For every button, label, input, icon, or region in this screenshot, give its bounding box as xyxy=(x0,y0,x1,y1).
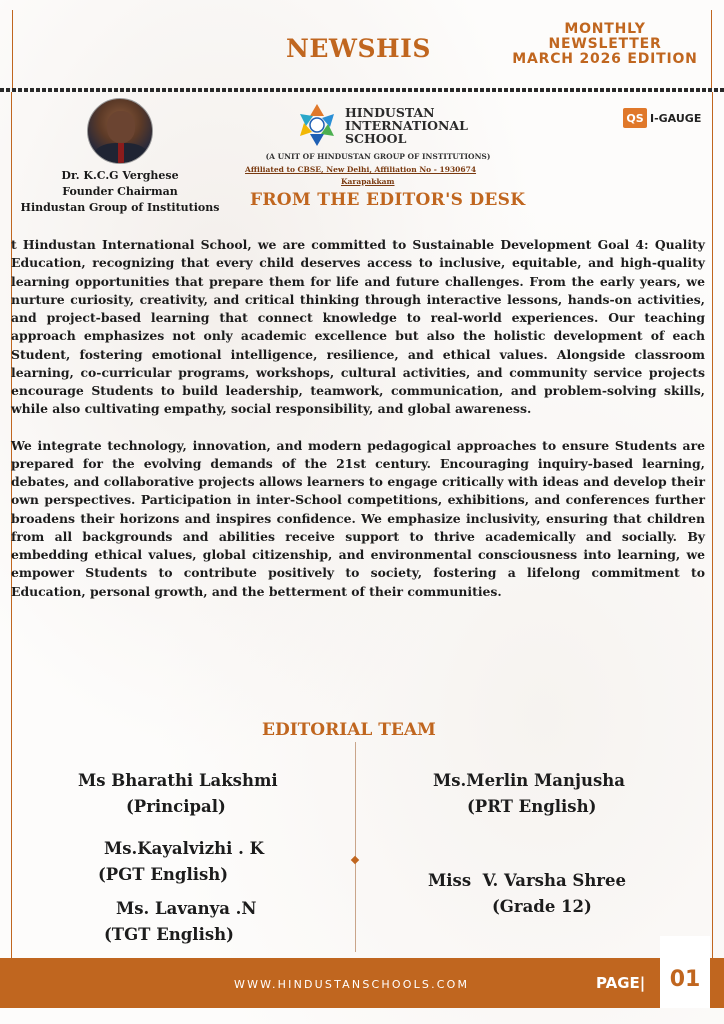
member-role: (Grade 12) xyxy=(492,897,592,916)
page-number: 01 xyxy=(660,936,710,1008)
editor-paragraph-1: t Hindustan International School, we are committed to Sustainable Development Goal 4: Quality Education, recognizing that every child deserves access to inclusive, equitable, and high-quality learning opportunities that prepare them for life and future challenges. From the early years, we nurture curiosity, creativity, and critical thinking through interactive lessons, hands-on activities, and project-based learning that connect knowledge to real-world experiences. Our teaching approach emphasizes not only academic excellence but also the holistic development of each Student, fostering emotional intelligence, resilience, and ethical values. Alongside classroom learning, co-curricular programs, workshops, cultural activities, and community service projects encourage Students to build leadership, teamwork, communication, and problem-solving skills, while also cultivating empathy, social responsibility, and global awareness. xyxy=(11,237,705,417)
edition-line-1: MONTHLY xyxy=(564,21,646,37)
editor-desk-heading: FROM THE EDITOR'S DESK xyxy=(250,190,526,210)
school-emblem-icon xyxy=(294,102,340,148)
editor-paragraph-2: We integrate technology, innovation, and modern pedagogical approaches to ensure Students are prepared for the evolving demands of the 21st century. Encouraging inquiry-based learning, debates, and collaborative projects allows learners to engage critically with ideas and develop their own perspectives. Participation in inter-School competitions, exhibitions, and conferences further broadens their horizons and inspires confidence. We emphasize inclusivity, ensuring that children from all backgrounds and abilities receive support to thrive academically and socially. By embedding ethical values, global citizenship, and environmental consciousness into learning, we empower Students to contribute positively to society, fostering a lifelong commitment to Education, personal growth, and the betterment of their communities. xyxy=(11,437,705,599)
school-unit: (A UNIT OF HINDUSTAN GROUP OF INSTITUTIONS) xyxy=(265,152,491,161)
qs-logo-icon: QS xyxy=(623,108,647,128)
team-member-2 xyxy=(98,836,264,888)
editor-desk-body xyxy=(11,236,705,601)
school-location: Karapakkam xyxy=(341,177,395,186)
editorial-team-heading: EDITORIAL TEAM xyxy=(262,720,436,740)
founder-photo xyxy=(87,98,153,164)
qs-igauge-badge xyxy=(623,108,701,128)
right-border-line xyxy=(712,92,713,958)
header-left-line xyxy=(12,10,13,90)
team-member-4 xyxy=(433,768,625,820)
team-member-5 xyxy=(428,868,626,920)
affiliation-text: Affiliated to CBSE, New Delhi, Affiliation No - 1930674 xyxy=(245,165,477,174)
member-name: Ms. Lavanya .N xyxy=(116,899,257,918)
edition-line-3: MARCH 2026 EDITION xyxy=(512,51,698,67)
team-column-divider xyxy=(355,742,356,952)
founder-role: Founder Chairman xyxy=(62,185,178,198)
divider-diamond xyxy=(351,856,359,864)
school-name-line-1: HINDUSTAN xyxy=(345,105,435,120)
founder-block xyxy=(18,98,222,216)
member-name: Miss V. Varsha Shree xyxy=(428,871,626,890)
member-role: (Principal) xyxy=(126,797,226,816)
edition-label xyxy=(500,22,710,67)
header xyxy=(0,0,724,92)
member-role: (PGT English) xyxy=(98,865,229,884)
member-name: Ms.Merlin Manjusha xyxy=(433,771,625,790)
header-right-line xyxy=(711,10,712,90)
school-name xyxy=(345,106,468,145)
footer-bar xyxy=(0,958,724,1008)
member-name: Ms.Kayalvizhi . K xyxy=(104,839,264,858)
founder-org: Hindustan Group of Institutions xyxy=(20,201,220,214)
newsletter-title: NEWSHIS xyxy=(286,34,431,63)
school-affiliation xyxy=(245,164,515,188)
school-name-line-3: SCHOOL xyxy=(345,131,407,146)
page-label: PAGE| xyxy=(596,974,646,992)
member-role: (TGT English) xyxy=(104,925,234,944)
igauge-label: I-GAUGE xyxy=(650,111,702,125)
school-name-line-2: INTERNATIONAL xyxy=(345,118,468,133)
team-member-1 xyxy=(78,768,278,820)
dashed-divider xyxy=(0,88,724,92)
member-role: (PRT English) xyxy=(467,797,597,816)
founder-name: Dr. K.C.G Verghese xyxy=(61,169,179,182)
edition-line-2: NEWSLETTER xyxy=(548,36,662,52)
member-name: Ms Bharathi Lakshmi xyxy=(78,771,278,790)
team-member-3 xyxy=(104,896,257,948)
website-link[interactable]: WWW.HINDUSTANSCHOOLS.COM xyxy=(234,978,470,991)
